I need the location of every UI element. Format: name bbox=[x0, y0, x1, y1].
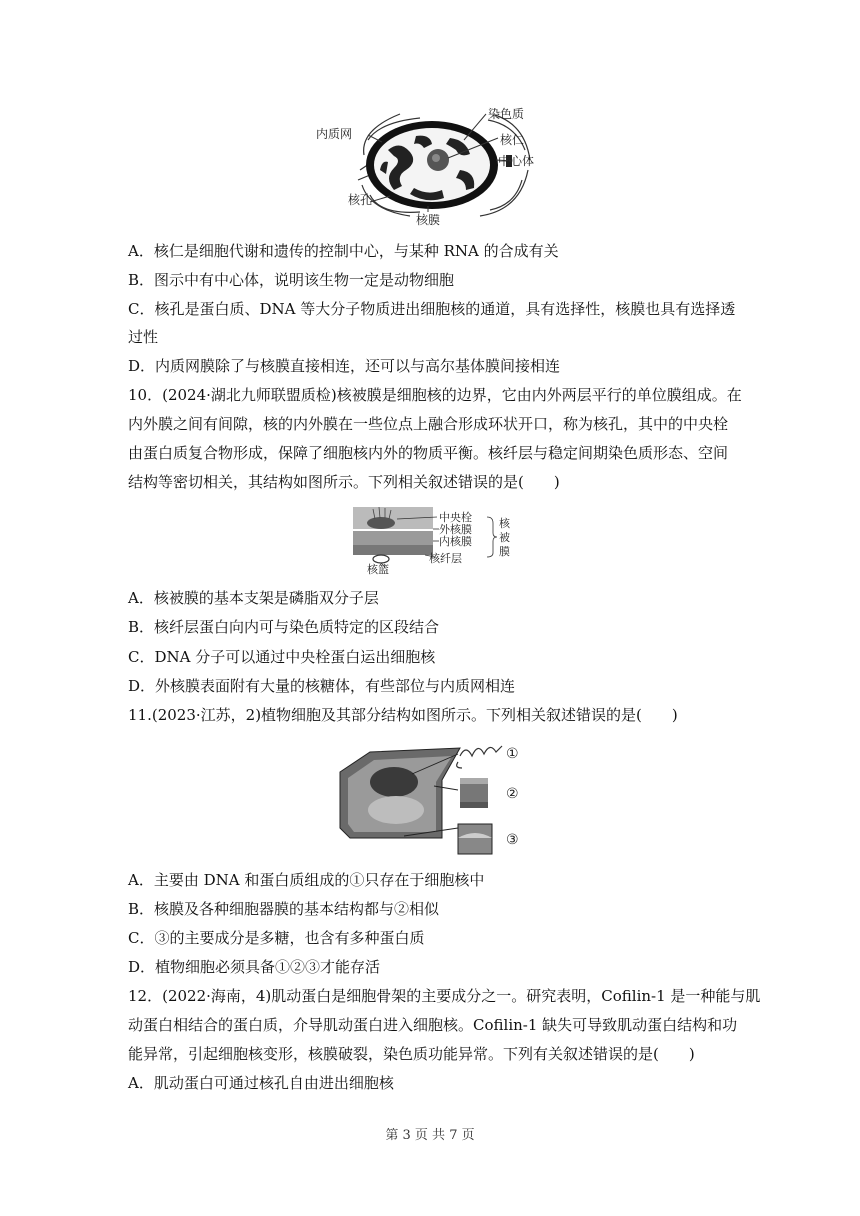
label-nucleolus: 核仁 bbox=[500, 133, 525, 147]
q12-stem-2: 动蛋白相结合的蛋白质，介导肌动蛋白进入细胞核。Cofilin-1 缺失可导致肌动蛋白结构和功 bbox=[128, 1016, 738, 1034]
q12-option-a: A．肌动蛋白可通过核孔自由进出细胞核 bbox=[128, 1074, 394, 1092]
label-nuclear-envelope-2: 被 bbox=[499, 531, 510, 544]
q11-option-a: A．主要由 DNA 和蛋白质组成的①只存在于细胞核中 bbox=[128, 871, 485, 889]
central-plug bbox=[367, 517, 395, 529]
q10-stem-3: 由蛋白质复合物形成，保障了细胞核内外的物质平衡。核纤层与稳定间期染色质形态、空间 bbox=[128, 444, 729, 462]
label-nuclear-basket: 核篮 bbox=[367, 563, 389, 576]
page-footer: 第 3 页 共 7 页 bbox=[385, 1128, 475, 1143]
q9-option-b: B．图示中有中心体，说明该生物一定是动物细胞 bbox=[128, 271, 455, 289]
q10-stem-4: 结构等密切相关，其结构如图所示。下列相关叙述错误的是( ) bbox=[128, 473, 560, 491]
label-nuclear-membrane: 核膜 bbox=[416, 213, 441, 227]
q10-stem-1: 10．(2024·湖北九师联盟质检)核被膜是细胞核的边界，它由内外两层平行的单位膜组成。在 bbox=[128, 386, 742, 404]
membrane-block bbox=[460, 778, 488, 808]
chromatin-coil bbox=[457, 746, 502, 768]
q11-option-c: C．③的主要成分是多糖，也含有多种蛋白质 bbox=[128, 929, 425, 947]
q12-stem-3: 能异常，引起细胞核变形，核膜破裂，染色质功能异常。下列有关叙述错误的是( ) bbox=[128, 1045, 695, 1063]
q10-stem-2: 内外膜之间有间隙，核的内外膜在一些位点上融合形成环状开口，称为核孔，其中的中央栓 bbox=[128, 415, 729, 433]
label-2: ② bbox=[506, 786, 519, 802]
label-er: 内质网 bbox=[316, 127, 353, 141]
plant-cell-figure bbox=[330, 738, 530, 858]
label-central-plug: 中央栓 bbox=[439, 511, 472, 524]
label-outer-membrane: 外核膜 bbox=[439, 523, 472, 536]
nuclear-lamina bbox=[353, 545, 433, 555]
vacuole bbox=[368, 796, 424, 824]
nucleus-figure bbox=[310, 100, 570, 230]
nuclear-envelope-figure bbox=[345, 503, 515, 579]
q9-option-a: A．核仁是细胞代谢和遗传的控制中心，与某种 RNA 的合成有关 bbox=[128, 242, 559, 260]
q10-option-c: C．DNA 分子可以通过中央栓蛋白运出细胞核 bbox=[128, 648, 436, 666]
q9-option-d: D．内质网膜除了与核膜直接相连，还可以与高尔基体膜间接相连 bbox=[128, 357, 561, 375]
q10-option-a: A．核被膜的基本支架是磷脂双分子层 bbox=[128, 589, 379, 607]
q10-option-b: B．核纤层蛋白向内可与染色质特定的区段结合 bbox=[128, 618, 440, 636]
q11-option-b: B．核膜及各种细胞器膜的基本结构都与②相似 bbox=[128, 900, 440, 918]
label-chromatin: 染色质 bbox=[488, 107, 525, 121]
q11-option-d: D．植物细胞必须具备①②③才能存活 bbox=[128, 958, 381, 976]
label-1: ① bbox=[506, 746, 519, 762]
q10-option-d: D．外核膜表面附有大量的核糖体，有些部位与内质网相连 bbox=[128, 677, 516, 695]
inner-membrane bbox=[353, 531, 433, 545]
nuclear-basket bbox=[373, 555, 389, 563]
cell-wall-block bbox=[458, 824, 492, 854]
label-centriole: 中心体 bbox=[498, 154, 535, 168]
nucleus bbox=[370, 767, 418, 797]
q12-stem-1: 12．(2022·海南，4)肌动蛋白是细胞骨架的主要成分之一。研究表明，Cofilin-1 是一种能与肌 bbox=[128, 987, 761, 1005]
label-nuclear-lamina: 核纤层 bbox=[429, 552, 462, 565]
label-nuclear-envelope-3: 膜 bbox=[499, 545, 510, 558]
label-3: ③ bbox=[506, 832, 519, 848]
q9-option-c: C．核孔是蛋白质、DNA 等大分子物质进出细胞核的通道，具有选择性，核膜也具有选择透 bbox=[128, 300, 736, 318]
q9-option-c-cont: 过性 bbox=[128, 328, 159, 346]
label-inner-membrane: 内核膜 bbox=[439, 535, 472, 548]
q11-stem: 11.(2023·江苏，2)植物细胞及其部分结构如图所示。下列相关叙述错误的是( ) bbox=[128, 706, 678, 724]
label-nuclear-pore: 核孔 bbox=[348, 193, 373, 207]
label-nuclear-envelope-1: 核 bbox=[499, 517, 510, 530]
